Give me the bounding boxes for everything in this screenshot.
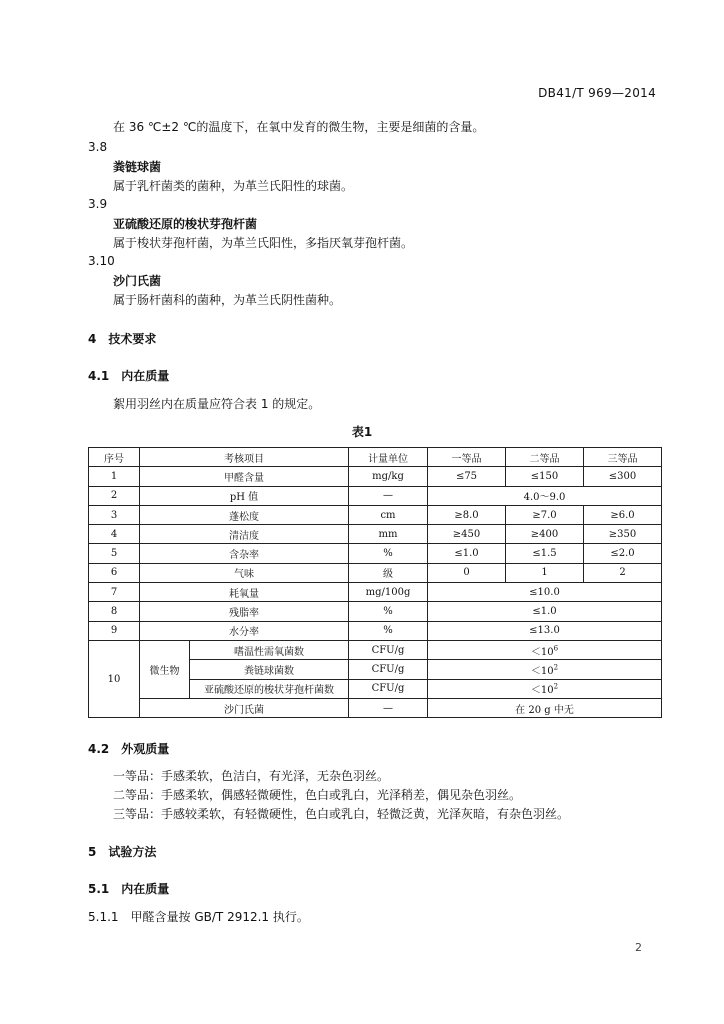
row-grade3: ≤300 (584, 467, 662, 486)
table-row (89, 563, 662, 582)
table-row (89, 583, 662, 602)
quality-table (88, 447, 662, 718)
row-item: 耗氧量 (140, 583, 349, 602)
standard-code: DB41/T 969—2014 (538, 86, 656, 100)
header-grade1: 一等品 (428, 448, 506, 467)
table-header-row (89, 448, 662, 467)
micro-row-no: 10 (89, 640, 140, 717)
header-grade3: 三等品 (584, 448, 662, 467)
section-3-9-term: 亚硫酸还原的梭状芽孢杆菌 (113, 217, 258, 231)
header-unit: 计量单位 (349, 448, 428, 467)
row-unit: mm (349, 525, 428, 544)
row-all-grades: 4.0～9.0 (428, 486, 662, 505)
table-row (89, 505, 662, 524)
row-all-grades: ≤1.0 (428, 602, 662, 621)
row-all-grades: ≤13.0 (428, 621, 662, 640)
micro-group-label: 微生物 (140, 640, 190, 698)
micro-limit (428, 660, 662, 679)
row-grade1: ≥8.0 (428, 505, 506, 524)
section-3-10-number: 3.10 (88, 254, 115, 268)
table-row (89, 544, 662, 563)
row-grade3: ≥350 (584, 525, 662, 544)
section-3-9-number: 3.9 (88, 197, 108, 211)
section-5-1-heading: 5.1 内在质量 (88, 882, 170, 896)
micro-unit: CFU/g (349, 679, 428, 698)
row-grade2: ≤150 (506, 467, 584, 486)
row-grade2: ≤1.5 (506, 544, 584, 563)
grade3-description: 三等品：手感较柔软，有轻微硬性，色白或乳白，轻微泛黄，光泽灰暗，有杂色羽丝。 (113, 807, 570, 821)
definition-intro-line: 在 36 ℃±2 ℃的温度下，在氧中发育的微生物，主要是细菌的含量。 (113, 120, 485, 134)
row-no: 8 (89, 602, 140, 621)
row-grade2: 1 (506, 563, 584, 582)
row-grade1: ≤1.0 (428, 544, 506, 563)
row-unit: mg/kg (349, 467, 428, 486)
section-3-10-term: 沙门氏菌 (113, 274, 162, 288)
section-4-1-text: 絮用羽丝内在质量应符合表 1 的规定。 (113, 397, 321, 411)
row-no: 7 (89, 583, 140, 602)
micro-unit: CFU/g (349, 660, 428, 679)
micro-limit-exponent: 6 (553, 644, 559, 653)
row-no: 3 (89, 505, 140, 524)
row-item: 清洁度 (140, 525, 349, 544)
row-unit: % (349, 544, 428, 563)
row-unit: — (349, 486, 428, 505)
table-row (89, 640, 662, 659)
grade1-description: 一等品：手感柔软，色洁白，有光泽，无杂色羽丝。 (113, 769, 390, 783)
row-item: 甲醛含量 (140, 467, 349, 486)
row-all-grades: ≤10.0 (428, 583, 662, 602)
row-item: pH 值 (140, 486, 349, 505)
row-unit: cm (349, 505, 428, 524)
header-grade2: 二等品 (506, 448, 584, 467)
row-grade1: 0 (428, 563, 506, 582)
row-grade1: ≥450 (428, 525, 506, 544)
table-row (89, 621, 662, 640)
row-item: 气味 (140, 563, 349, 582)
micro-item: 沙门氏菌 (140, 698, 349, 717)
micro-limit (428, 679, 662, 698)
header-item: 考核项目 (140, 448, 349, 467)
section-4-heading: 4 技术要求 (88, 332, 157, 346)
micro-limit-base: ＜10 (530, 685, 554, 697)
table-row (89, 698, 662, 717)
micro-limit (428, 640, 662, 659)
micro-limit-exponent: 2 (553, 682, 559, 691)
header-no: 序号 (89, 448, 140, 467)
row-grade2: ≥7.0 (506, 505, 584, 524)
row-no: 9 (89, 621, 140, 640)
row-item: 含杂率 (140, 544, 349, 563)
micro-unit: — (349, 698, 428, 717)
row-no: 1 (89, 467, 140, 486)
table-caption: 表1 (351, 425, 373, 439)
row-no: 6 (89, 563, 140, 582)
table-row (89, 467, 662, 486)
row-no: 2 (89, 486, 140, 505)
section-3-8-number: 3.8 (88, 140, 108, 154)
section-4-2-heading: 4.2 外观质量 (88, 742, 170, 756)
micro-item: 粪链球菌数 (190, 660, 349, 679)
section-5-heading: 5 试验方法 (88, 845, 157, 859)
row-item: 水分率 (140, 621, 349, 640)
section-3-9-definition: 属于梭状芽孢杆菌，为革兰氏阳性，多指厌氧芽孢杆菌。 (113, 236, 414, 250)
row-unit: mg/100g (349, 583, 428, 602)
row-grade1: ≤75 (428, 467, 506, 486)
micro-unit: CFU/g (349, 640, 428, 659)
micro-limit-base: ＜10 (530, 646, 554, 658)
row-no: 5 (89, 544, 140, 563)
row-no: 4 (89, 525, 140, 544)
table-row (89, 602, 662, 621)
table-row (89, 525, 662, 544)
row-grade3: ≤2.0 (584, 544, 662, 563)
row-unit: % (349, 621, 428, 640)
row-grade2: ≥400 (506, 525, 584, 544)
micro-item: 亚硫酸还原的梭状芽孢杆菌数 (190, 679, 349, 698)
grade2-description: 二等品：手感柔软，偶感轻微硬性，色白或乳白，光泽稍差，偶见杂色羽丝。 (113, 788, 522, 802)
micro-limit: 在 20 g 中无 (428, 698, 662, 717)
section-4-1-heading: 4.1 内在质量 (88, 369, 170, 383)
micro-item: 嗜温性需氧菌数 (190, 640, 349, 659)
row-unit: % (349, 602, 428, 621)
section-3-8-definition: 属于乳杆菌类的菌种，为革兰氏阳性的球菌。 (113, 179, 354, 193)
row-item: 蓬松度 (140, 505, 349, 524)
section-3-8-term: 粪链球菌 (113, 160, 162, 174)
section-5-1-1-text: 5.1.1 甲醛含量按 GB/T 2912.1 执行。 (88, 910, 309, 924)
table-row (89, 486, 662, 505)
row-unit: 级 (349, 563, 428, 582)
row-grade3: ≥6.0 (584, 505, 662, 524)
micro-limit-base: ＜10 (530, 665, 554, 677)
row-grade3: 2 (584, 563, 662, 582)
page-number: 2 (635, 941, 642, 954)
micro-limit-exponent: 2 (553, 663, 559, 672)
section-3-10-definition: 属于肠杆菌科的菌种，为革兰氏阴性菌种。 (113, 293, 342, 307)
row-item: 残脂率 (140, 602, 349, 621)
